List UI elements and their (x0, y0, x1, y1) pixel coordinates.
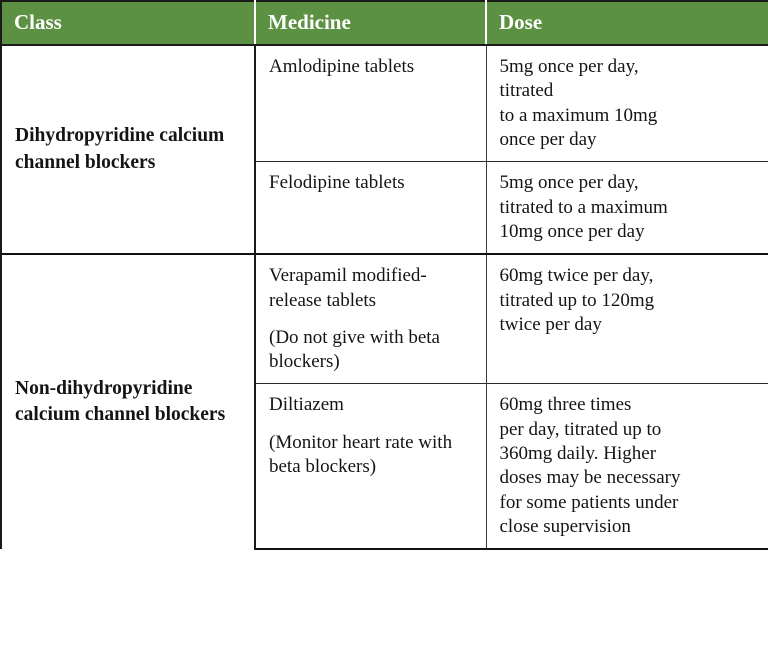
dose-line: per day, titrated up to (499, 418, 662, 440)
medicine-name-text: Felodipine tablets (269, 172, 405, 194)
medicine-name-diltiazem (255, 384, 486, 549)
dose-line: titrated to a maximum (499, 196, 668, 218)
table-body (1, 45, 768, 549)
dose-line: 10mg once per day (499, 220, 645, 242)
dose-line: 5mg once per day, (499, 172, 639, 194)
dose-diltiazem (486, 384, 768, 549)
dose-verapamil (486, 254, 768, 384)
dose-line: doses may be necessary (499, 467, 681, 489)
dose-line: 5mg once per day, (499, 56, 639, 77)
medicine-note-text: (Do not give with beta blockers) (269, 326, 440, 373)
table-row (1, 254, 768, 384)
medicine-name-text: Diltiazem (269, 394, 344, 416)
class-label-dihydropyridine: Dihydropyridine calcium channel blockers (1, 45, 255, 254)
table-header-row (1, 1, 768, 45)
medicine-name-verapamil (255, 254, 486, 384)
column-header-dose: Dose (486, 1, 768, 45)
dose-line: 360mg daily. Higher (499, 443, 657, 465)
table-header (1, 1, 768, 45)
medicine-name-amlodipine (255, 45, 486, 162)
table-row (1, 45, 768, 162)
dose-line: titrated (499, 80, 554, 102)
dose-line: for some patients under (499, 491, 679, 513)
dose-line: to a maximum 10mg (499, 104, 658, 126)
dose-line: titrated up to 120mg (499, 289, 655, 311)
medicine-note-text: (Monitor heart rate with beta blockers) (269, 431, 453, 478)
dose-line: 60mg twice per day, (499, 265, 654, 287)
medicine-name-text: Verapamil modified-release tablets (269, 265, 427, 311)
dose-line: close supervision (499, 516, 631, 537)
medicine-name-felodipine (255, 162, 486, 254)
column-header-medicine: Medicine (255, 1, 486, 45)
dose-felodipine (486, 162, 768, 254)
class-label-non-dihydropyridine: Non-dihydropyridine calcium channel blockers (1, 254, 255, 549)
dose-amlodipine (486, 45, 768, 162)
dose-line: once per day (499, 128, 597, 150)
medicine-name-text: Amlodipine tablets (269, 56, 415, 77)
dose-line: 60mg three times (499, 394, 632, 416)
column-header-class: Class (1, 1, 255, 45)
dose-line: twice per day (499, 313, 602, 335)
